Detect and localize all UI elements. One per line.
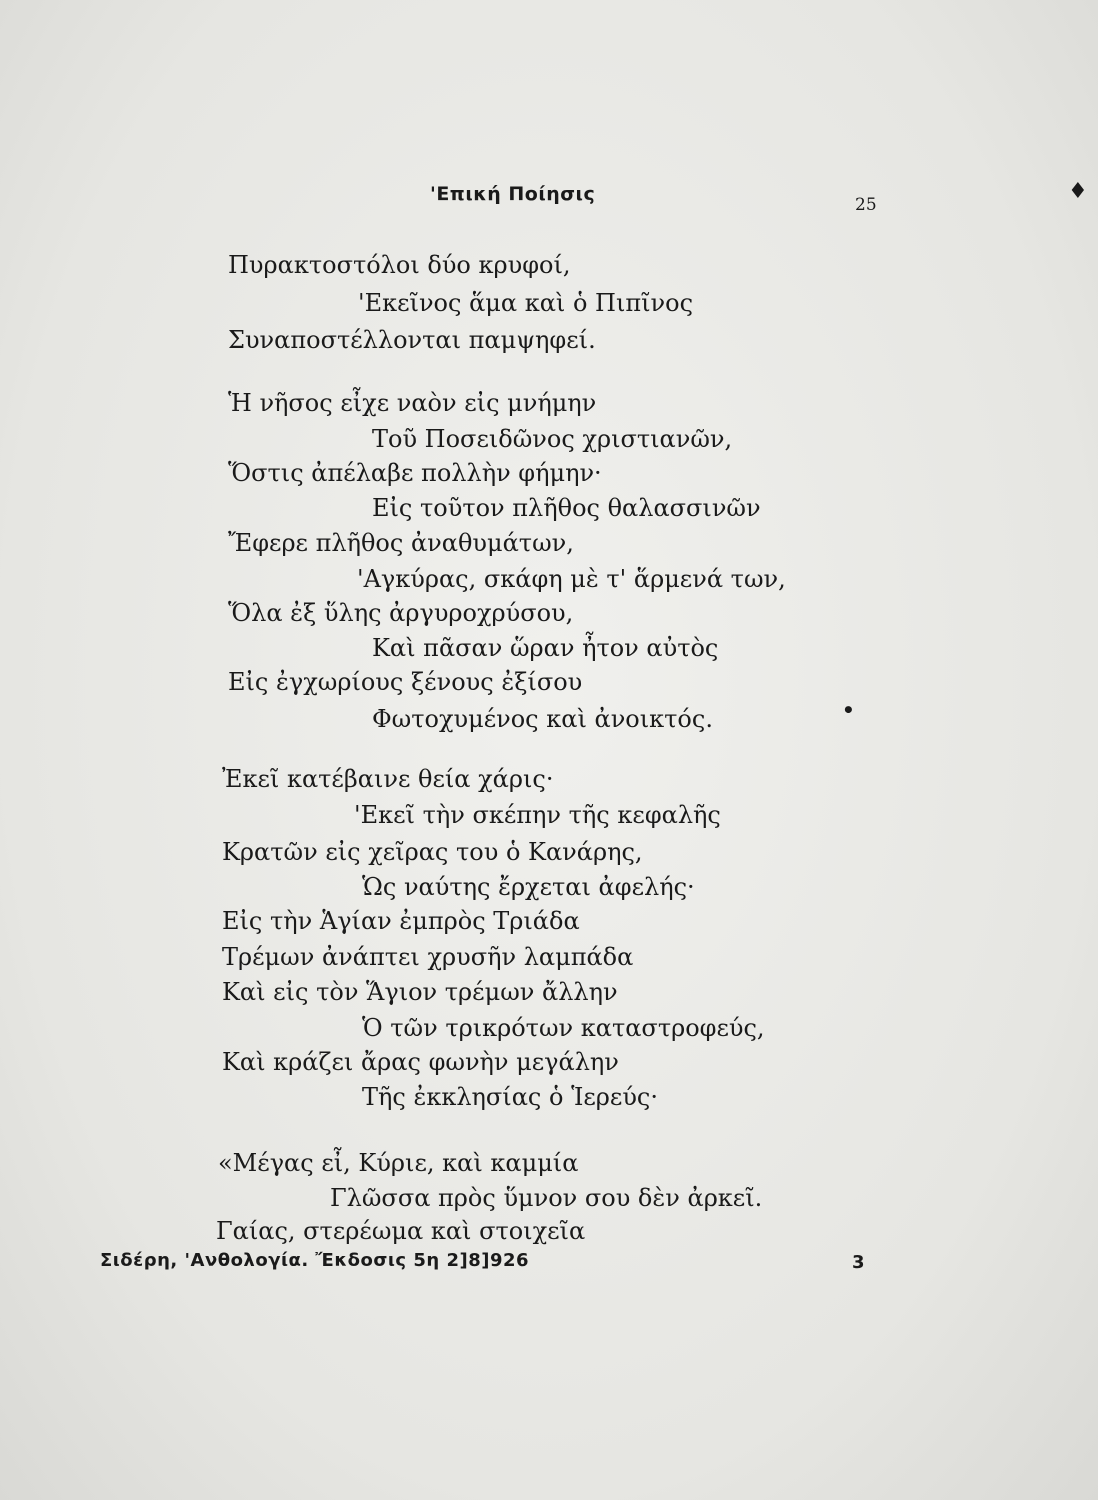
poem-line: Ἐκεῖ κατέβαινε θεία χάρις· — [222, 765, 554, 793]
poem-line: Καὶ εἰς τὸν Ἅγιον τρέμων ἄλλην — [222, 978, 618, 1006]
poem-line: Τοῦ Ποσειδῶνος χριστιανῶν, — [372, 425, 733, 453]
poem-line: Γαίας, στερέωμα καὶ στοιχεῖα — [216, 1217, 586, 1245]
poem-line: Καὶ κράζει ἄρας φωνὴν μεγάλην — [222, 1048, 619, 1076]
poem-line: Ὁ τῶν τρικρότων καταστροφεύς, — [362, 1014, 765, 1042]
running-header-title: 'Επική Ποίησις — [430, 183, 596, 205]
poem-line: Εἰς ἐγχωρίους ξένους ἐξίσου — [228, 668, 583, 696]
poem-line: Γλῶσσα πρὸς ὕμνον σου δὲν ἀρκεῖ. — [330, 1184, 763, 1212]
poem-line: 'Εκεῖνος ἅμα καὶ ὁ Πιπῖνος — [358, 289, 694, 317]
poem-line: Ὡς ναύτης ἔρχεται ἀφελής· — [362, 873, 695, 901]
poem-line: Ἔφερε πλῆθος ἀναθυμάτων, — [228, 529, 574, 557]
poem-line: Φωτοχυμένος καὶ ἀνοικτός. — [372, 705, 713, 733]
ink-dot-icon: • — [842, 698, 855, 722]
poem-line: Ὅλα ἐξ ὕλης ἀργυροχρύσου, — [228, 599, 574, 627]
poem-line: 'Αγκύρας, σκάφη μὲ τ' ἅρμενά των, — [357, 565, 786, 593]
poem-line: Εἰς τοῦτον πλῆθος θαλασσινῶν — [372, 494, 761, 522]
poem-line: 'Εκεῖ τὴν σκέπην τῆς κεφαλῆς — [354, 801, 721, 829]
page-number: 25 — [855, 195, 877, 215]
footer-signature: Σιδέρη, 'Ανθολογία. Ἔκδοσις 5η 2]8]926 — [100, 1250, 530, 1271]
poem-line: Κρατῶν εἰς χεῖρας του ὁ Κανάρης, — [222, 838, 643, 866]
poem-line: «Μέγας εἶ, Κύριε, καὶ καμμία — [218, 1149, 579, 1177]
poem-line: Τρέμων ἀνάπτει χρυσῆν λαμπάδα — [222, 943, 634, 971]
poem-line: Ὅστις ἀπέλαβε πολλὴν φήμην· — [228, 459, 602, 487]
poem-line: Τῆς ἐκκλησίας ὁ Ἱερεύς· — [362, 1083, 659, 1111]
margin-mark-icon: ♦ — [1068, 178, 1088, 204]
poem-line: Πυρακτοστόλοι δύο κρυφοί, — [228, 251, 571, 279]
poem-line: Ἡ νῆσος εἶχε ναὸν εἰς μνήμην — [228, 389, 597, 417]
poem-line: Εἰς τὴν Ἁγίαν ἐμπρὸς Τριάδα — [222, 907, 580, 935]
footer-signature-number: 3 — [852, 1252, 865, 1273]
poem-line: Καὶ πᾶσαν ὥραν ἦτον αὐτὸς — [372, 634, 719, 662]
poem-line: Συναποστέλλονται παμψηφεί. — [228, 326, 596, 354]
